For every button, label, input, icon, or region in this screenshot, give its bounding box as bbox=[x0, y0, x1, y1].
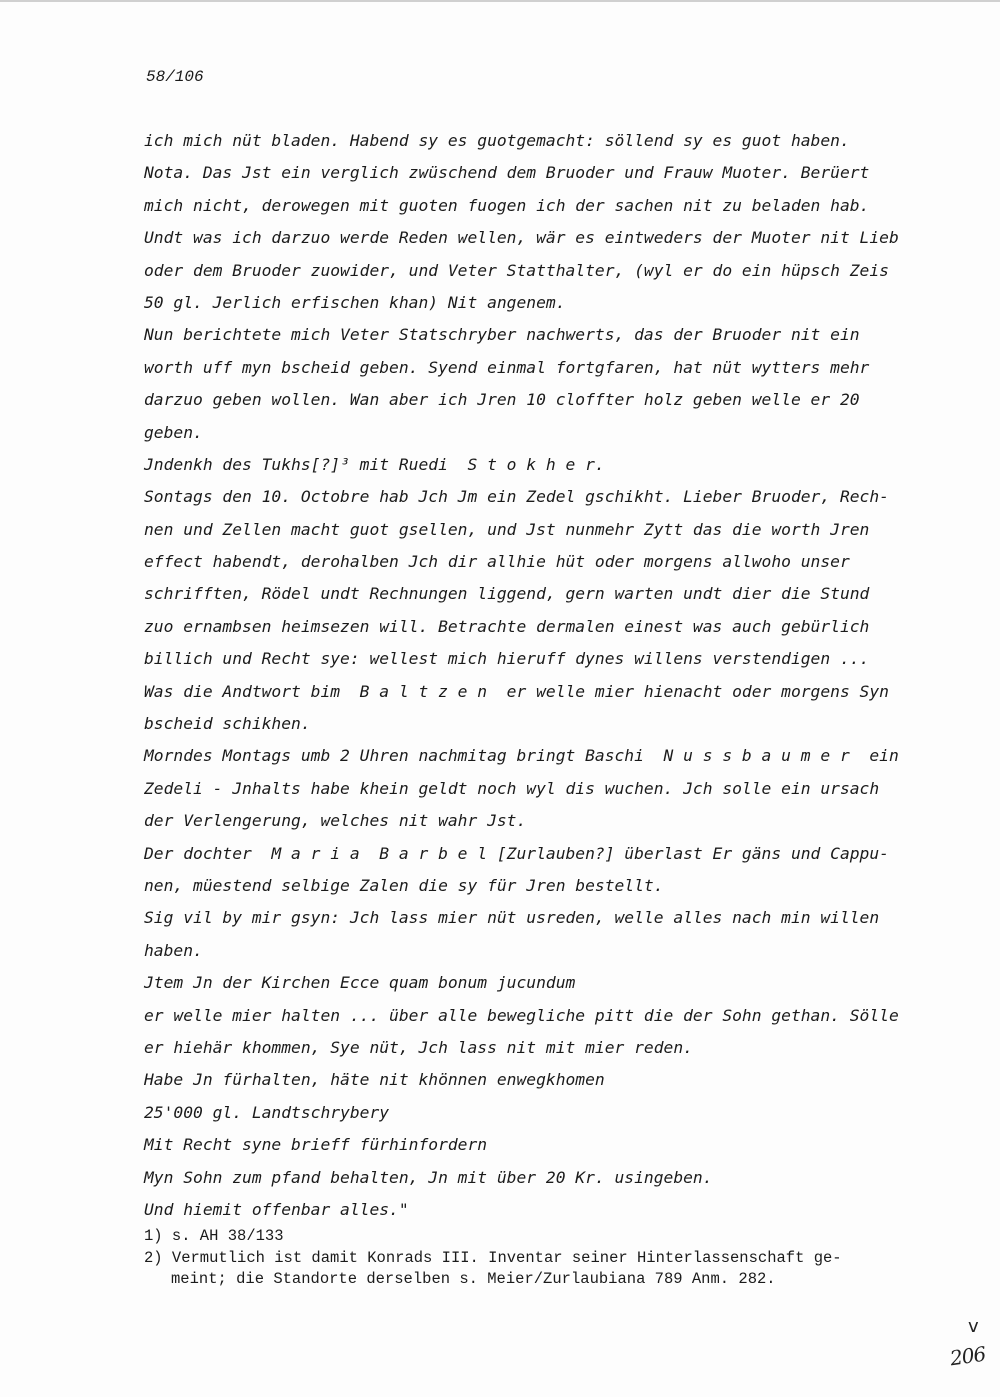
text-line: er welle mier halten ... über alle bewegliche pitt die der Sohn gethan. Sölle bbox=[144, 1005, 899, 1025]
text-line: 25'000 gl. Landtschrybery bbox=[144, 1102, 390, 1122]
text-line: effect habendt, derohalben Jch dir allhie hüt oder morgens allwoho unser bbox=[144, 552, 850, 572]
text-line: nen, müestend selbige Zalen die sy für Jren bestellt. bbox=[144, 875, 664, 895]
text-line: Nun berichtete mich Veter Statschryber nachwerts, das der Bruoder nit ein bbox=[144, 325, 860, 345]
text-line: Was die Andtwort bim B a l t z e n er welle mier hienacht oder morgens Syn bbox=[144, 681, 889, 701]
text-line: oder dem Bruoder zuowider, und Veter Statthalter, (wyl er do ein hüpsch Zeis bbox=[144, 260, 889, 280]
page-reference: 58/106 bbox=[146, 68, 204, 86]
text-line: zuo ernambsen heimsezen will. Betrachte dermalen einest was auch gebürlich bbox=[144, 616, 870, 636]
text-line: Undt was ich darzuo werde Reden wellen, wär es eintweders der Muoter nit Lieb bbox=[144, 228, 899, 248]
text-line: der Verlengerung, welches nit wahr Jst. bbox=[144, 811, 527, 831]
footnote-2: 2) Vermutlich ist damit Konrads III. Inventar seiner Hinterlassenschaft ge- bbox=[144, 1248, 842, 1267]
handwritten-check-mark: v bbox=[968, 1316, 979, 1337]
footnote-2-continuation: meint; die Standorte derselben s. Meier/Zurlaubiana 789 Anm. 282. bbox=[171, 1270, 776, 1288]
text-line: Nota. Das Jst ein verglich zwüschend dem Bruoder und Frauw Muoter. Berüert bbox=[144, 163, 870, 183]
text-line: bscheid schikhen. bbox=[144, 714, 311, 734]
text-line: Zedeli - Jnhalts habe khein geldt noch wyl dis wuchen. Jch solle ein ursach bbox=[144, 778, 880, 798]
text-line: Und hiemit offenbar alles." bbox=[144, 1199, 409, 1219]
text-line: Sig vil by mir gsyn: Jch lass mier nüt usreden, welle alles nach min willen bbox=[144, 908, 880, 928]
text-line: geben. bbox=[144, 422, 203, 442]
transcription-body bbox=[144, 125, 924, 1226]
page-top-edge bbox=[0, 0, 1000, 2]
text-line: darzuo geben wollen. Wan aber ich Jren 10 cloffter holz geben welle er 20 bbox=[144, 390, 860, 410]
text-line: Jndenkh des Tukhs[?]³ mit Ruedi S t o k h e r. bbox=[144, 454, 605, 474]
handwritten-page-number: 206 bbox=[948, 1341, 987, 1371]
text-line: er hiehär khommen, Sye nüt, Jch lass nit mit mier reden. bbox=[144, 1037, 693, 1057]
text-line: Myn Sohn zum pfand behalten, Jn mit über 20 Kr. usingeben. bbox=[144, 1167, 713, 1187]
text-line: Morndes Montags umb 2 Uhren nachmitag bringt Baschi N u s s b a u m e r ein bbox=[144, 746, 899, 766]
text-line: ich mich nüt bladen. Habend sy es guotgemacht: söllend sy es guot haben. bbox=[144, 131, 850, 150]
text-line: mich nicht, derowegen mit guoten fuogen ich der sachen nit zu beladen hab. bbox=[144, 195, 870, 215]
text-line: billich und Recht sye: wellest mich hieruff dynes willens verstendigen ... bbox=[144, 649, 870, 669]
text-line: Der dochter M a r i a B a r b e l [Zurlauben?] überlast Er gäns und Cappu- bbox=[144, 843, 889, 863]
text-line: schrifften, Rödel undt Rechnungen liggend, gern warten undt dier die Stund bbox=[144, 584, 870, 604]
text-line: Mit Recht syne brieff fürhinfordern bbox=[144, 1135, 488, 1155]
footnotes bbox=[144, 1226, 944, 1291]
text-line: nen und Zellen macht guot gsellen, und Jst nunmehr Zytt das die worth Jren bbox=[144, 519, 870, 539]
text-line: worth uff myn bscheid geben. Syend einmal fortgfaren, hat nüt wytters mehr bbox=[144, 357, 870, 377]
text-line: Sontags den 10. Octobre hab Jch Jm ein Zedel gschikht. Lieber Bruoder, Rech- bbox=[144, 487, 889, 507]
text-line: 50 gl. Jerlich erfischen khan) Nit angenem. bbox=[144, 292, 566, 312]
footnote-1: 1) s. AH 38/133 bbox=[144, 1227, 284, 1245]
text-line: Jtem Jn der Kirchen Ecce quam bonum jucundum bbox=[144, 973, 576, 993]
text-line: Habe Jn fürhalten, häte nit khönnen enwegkhomen bbox=[144, 1070, 605, 1090]
text-line: haben. bbox=[144, 940, 203, 960]
